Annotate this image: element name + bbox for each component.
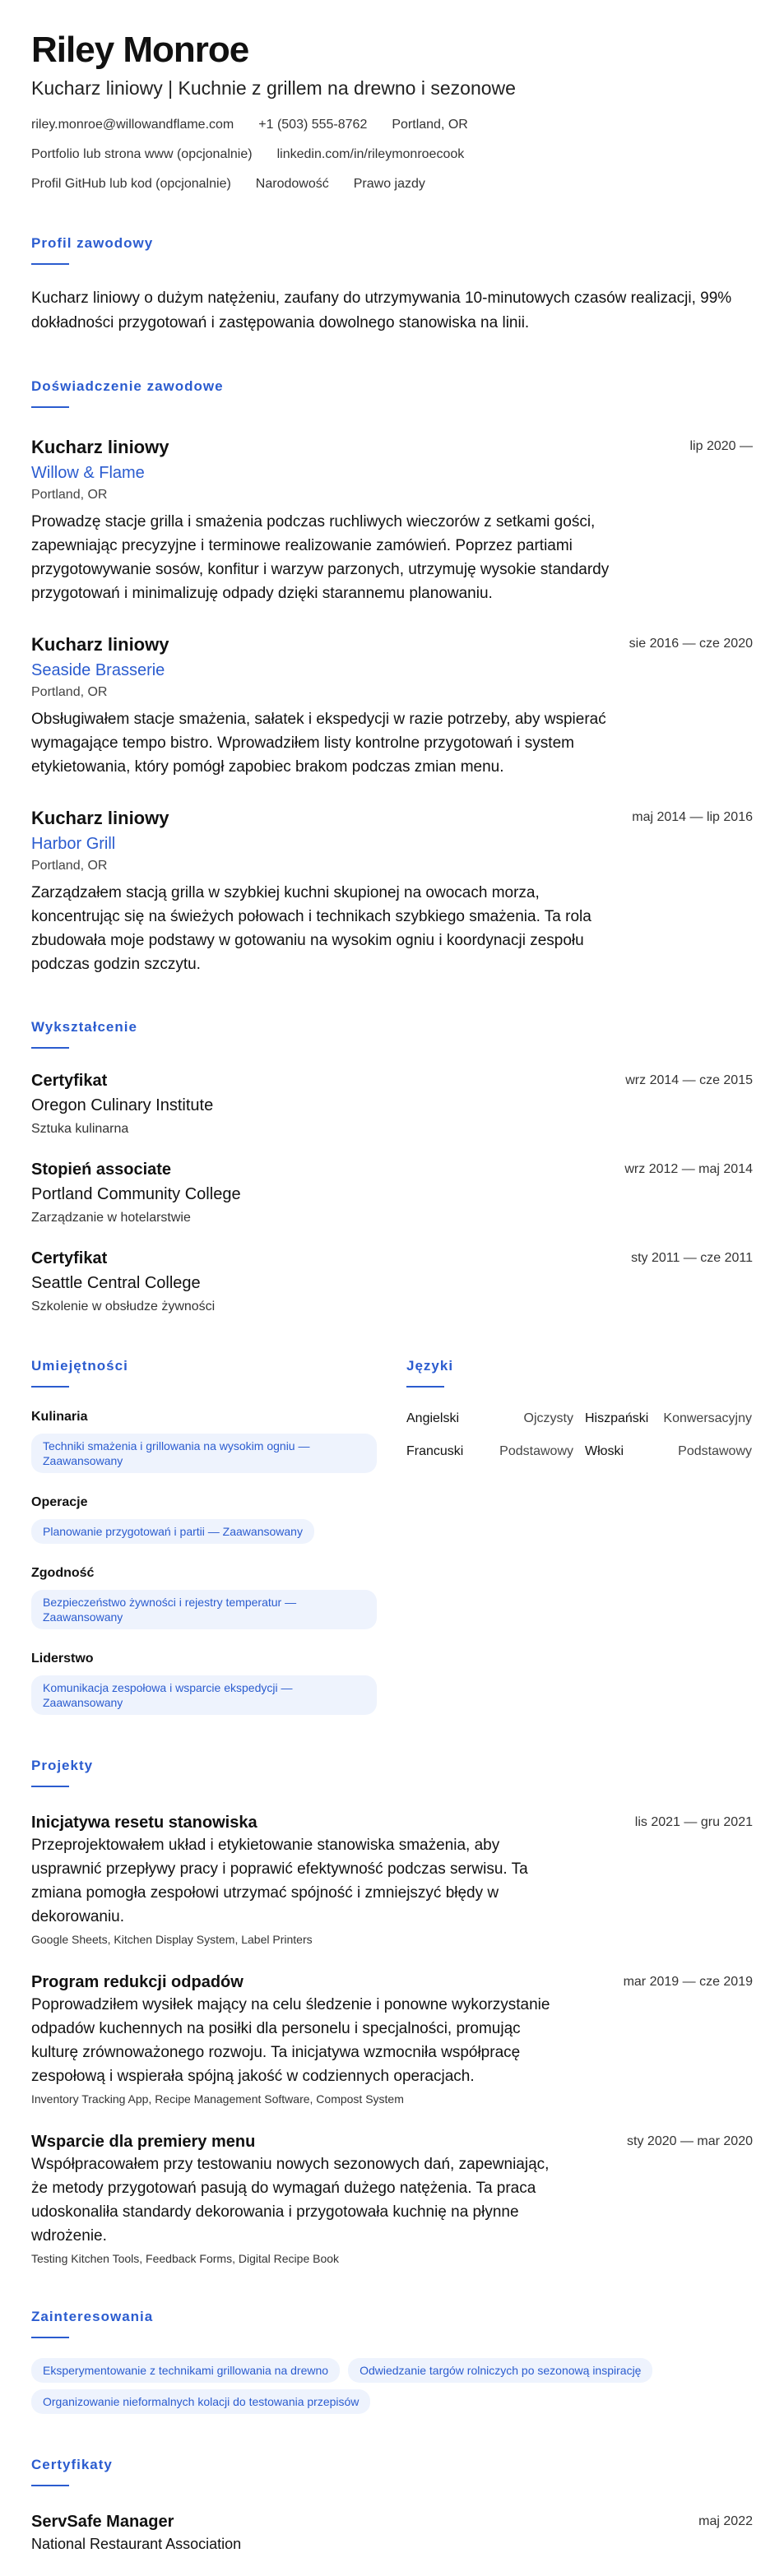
language-item — [406, 1411, 573, 1427]
github-link[interactable]: Profil GitHub lub kod (opcjonalnie) — [31, 177, 231, 191]
skill-tag: Techniki smażenia i grillowania na wysokim ogniu — Zaawansowany — [31, 1434, 377, 1473]
degree-title: Certyfikat — [31, 1249, 108, 1267]
section-title: Języki — [406, 1358, 454, 1374]
section-title: Umiejętności — [31, 1358, 128, 1374]
job-description: Obsługiwałem stacje smażenia, sałatek i ekspedycji w razie potrzeby, aby wspierać wymagające tempo bistro. Wprowadziłem listy kontrolne przygotowań i system etykietowania, który pomógł zapobiec brakom podczas zmian menu. — [31, 711, 606, 776]
linkedin-link[interactable]: linkedin.com/in/rileymonroecook — [276, 147, 465, 161]
section-title: Zainteresowania — [31, 2309, 154, 2324]
projects-section — [31, 1758, 753, 2266]
skill-group — [31, 1494, 377, 1544]
language-name: Włoski — [585, 1444, 624, 1458]
certification-date: maj 2022 — [698, 2514, 753, 2528]
contact-row — [31, 117, 753, 133]
skills-languages-row — [31, 1358, 753, 1715]
school-name: Portland Community College — [31, 1185, 241, 1203]
project-date: lis 2021 — gru 2021 — [634, 1815, 753, 1829]
candidate-headline: Kucharz liniowy | Kuchnie z grillem na drewno i sezonowe — [31, 77, 516, 99]
company-link[interactable]: Harbor Grill — [31, 835, 116, 853]
driving-license: Prawo jazdy — [353, 177, 425, 191]
job-description: Zarządzałem stacją grilla w szybkiej kuchni skupionej na owocach morza, koncentrując się na świeżych połowach i technikach szybkiego smażenia. Ta rola zbudowała moje podstawy w gotowaniu na wysokim ogniu i koordynacji zespołu podczas godzin szczytu. — [31, 884, 591, 973]
education-section — [31, 1019, 753, 1315]
interest-tag: Organizowanie nieformalnych kolacji do testowania przepisów — [31, 2389, 370, 2414]
language-level: Ojczysty — [523, 1411, 573, 1425]
section-divider — [31, 2485, 69, 2486]
project-technologies: Testing Kitchen Tools, Feedback Forms, Digital Recipe Book — [31, 2252, 340, 2265]
skill-category: Liderstwo — [31, 1652, 94, 1666]
project-description: Współpracowałem przy testowaniu nowych sezonowych dań, zapewniając, że metody przygotowań pasują do wymagań dużego natężenia. Ta praca udoskonaliła standardy dekorowania i przygotowała kuchnię na płynne wdrożenie. — [31, 2156, 550, 2245]
project-title: Inicjatywa resetu stanowiska — [31, 1814, 257, 1832]
skill-category: Kulinaria — [31, 1410, 88, 1424]
certification-issuer: National Restaurant Association — [31, 2536, 242, 2552]
school-name: Oregon Culinary Institute — [31, 1096, 214, 1114]
skill-tag: Planowanie przygotowań i partii — Zaawansowany — [31, 1519, 314, 1544]
degree-title: Stopień associate — [31, 1161, 172, 1179]
interest-list — [31, 2358, 755, 2414]
job-date: sie 2016 — cze 2020 — [629, 637, 753, 651]
language-name: Angielski — [406, 1411, 460, 1425]
project-technologies: Google Sheets, Kitchen Display System, Label Printers — [31, 1933, 313, 1946]
section-divider — [31, 406, 69, 408]
project-date: sty 2020 — mar 2020 — [627, 2134, 753, 2148]
education-entry — [31, 1159, 753, 1226]
job-description: Prowadzę stacje grilla i smażenia podczas ruchliwych wieczorów z setkami gości, zapewniając precyzyjne i terminowe realizowanie zamówień. Poprzez partiami przygotowywanie sosów, konfitur i warzyw parzonych, utrzymuję wysokie standardy przygotowań i minimalizuję odpady dzięki starannemu planowaniu. — [31, 513, 610, 602]
section-title: Profil zawodowy — [31, 235, 154, 251]
section-divider — [31, 1786, 69, 1787]
education-entry — [31, 1248, 753, 1315]
company-link[interactable]: Willow & Flame — [31, 464, 145, 482]
language-level: Podstawowy — [678, 1444, 752, 1458]
portfolio-link[interactable]: Portfolio lub strona www (opcjonalnie) — [31, 147, 253, 161]
section-divider — [31, 263, 69, 265]
experience-section — [31, 378, 753, 976]
section-title: Certyfikaty — [31, 2457, 113, 2472]
language-item — [406, 1443, 573, 1460]
job-title: Kucharz liniowy — [31, 634, 169, 655]
project-description: Poprowadziłem wysiłek mający na celu śledzenie i ponowne wykorzystanie odpadów kuchennych na posiłki dla personelu i specjalności, promując kulturę zrównoważonego rozwoju. Ta inicjatywa wzmocniła współpracę zespołową i wspierała spójną jakość w codziennych operacjach. — [31, 1996, 550, 2085]
project-entry — [31, 1971, 753, 2106]
contact-row — [31, 146, 753, 163]
job-entry — [31, 807, 753, 976]
language-item — [585, 1411, 752, 1427]
degree-title: Certyfikat — [31, 1072, 108, 1090]
resume-header — [31, 30, 753, 192]
language-level: Konwersacyjny — [663, 1411, 752, 1425]
language-item — [585, 1443, 752, 1460]
skill-group — [31, 1651, 377, 1715]
education-date: sty 2011 — cze 2011 — [631, 1251, 753, 1265]
company-link[interactable]: Seaside Brasserie — [31, 661, 165, 679]
job-location: Portland, OR — [31, 685, 108, 699]
skills-section — [31, 1358, 377, 1715]
job-location: Portland, OR — [31, 488, 108, 502]
education-date: wrz 2012 — maj 2014 — [624, 1162, 753, 1176]
section-divider — [31, 1386, 69, 1388]
job-date: lip 2020 — — [689, 439, 753, 453]
education-date: wrz 2014 — cze 2015 — [625, 1073, 753, 1087]
job-location: Portland, OR — [31, 859, 108, 873]
job-entry — [31, 633, 753, 779]
section-title: Doświadczenie zawodowe — [31, 378, 224, 394]
language-level: Podstawowy — [499, 1444, 573, 1458]
language-list — [406, 1411, 752, 1460]
section-divider — [31, 2337, 69, 2338]
email-link[interactable]: riley.monroe@willowandflame.com — [31, 118, 234, 132]
job-title: Kucharz liniowy — [31, 437, 169, 457]
languages-section — [406, 1358, 752, 1715]
phone-number[interactable]: +1 (503) 555-8762 — [258, 118, 368, 132]
field-of-study: Szkolenie w obsłudze żywności — [31, 1300, 216, 1313]
interests-section — [31, 2309, 753, 2414]
project-title: Program redukcji odpadów — [31, 1973, 244, 1991]
section-title: Projekty — [31, 1758, 94, 1773]
school-name: Seattle Central College — [31, 1274, 201, 1292]
profile-section — [31, 235, 753, 336]
skill-category: Operacje — [31, 1495, 88, 1509]
field-of-study: Sztuka kulinarna — [31, 1122, 129, 1136]
skill-category: Zgodność — [31, 1566, 95, 1580]
section-title: Wykształcenie — [31, 1019, 137, 1035]
candidate-name: Riley Monroe — [31, 30, 249, 70]
language-name: Hiszpański — [585, 1411, 649, 1425]
project-date: mar 2019 — cze 2019 — [623, 1975, 753, 1989]
skill-tag: Bezpieczeństwo żywności i rejestry temperatur — Zaawansowany — [31, 1590, 377, 1629]
language-name: Francuski — [406, 1444, 464, 1458]
project-description: Przeprojektowałem układ i etykietowanie stanowiska smażenia, aby usprawnić przepływy pracy i poprawić efektywność podczas serwisu. Ta zmiana pomogła zespołowi utrzymać spójność i zmniejszyć błędy w dekorowaniu. — [31, 1837, 528, 1925]
job-title: Kucharz liniowy — [31, 808, 169, 828]
job-entry — [31, 436, 753, 605]
contact-row — [31, 176, 753, 192]
job-date: maj 2014 — lip 2016 — [632, 810, 753, 824]
field-of-study: Zarządzanie w hotelarstwie — [31, 1211, 191, 1225]
profile-summary: Kucharz liniowy o dużym natężeniu, zaufany do utrzymywania 10-minutowych czasów realizacji, 99% dokładności przygotowań i zastępowania dowolnego stanowiska na linii. — [31, 290, 732, 331]
project-entry — [31, 1812, 753, 1947]
project-technologies: Inventory Tracking App, Recipe Management Software, Compost System — [31, 2092, 404, 2106]
skill-tag: Komunikacja zespołowa i wsparcie ekspedycji — Zaawansowany — [31, 1675, 377, 1715]
location: Portland, OR — [392, 118, 468, 132]
project-title: Wsparcie dla premiery menu — [31, 2133, 256, 2151]
skill-group — [31, 1565, 377, 1629]
project-entry — [31, 2131, 753, 2266]
skill-group — [31, 1409, 377, 1473]
section-divider — [406, 1386, 444, 1388]
certifications-section — [31, 2457, 753, 2554]
interest-tag: Eksperymentowanie z technikami grillowania na drewno — [31, 2358, 340, 2383]
certification-entry — [31, 2511, 753, 2554]
interest-tag: Odwiedzanie targów rolniczych po sezonową inspirację — [348, 2358, 652, 2383]
nationality: Narodowość — [255, 177, 329, 191]
section-divider — [31, 1047, 69, 1049]
education-entry — [31, 1070, 753, 1137]
certification-title: ServSafe Manager — [31, 2513, 174, 2531]
